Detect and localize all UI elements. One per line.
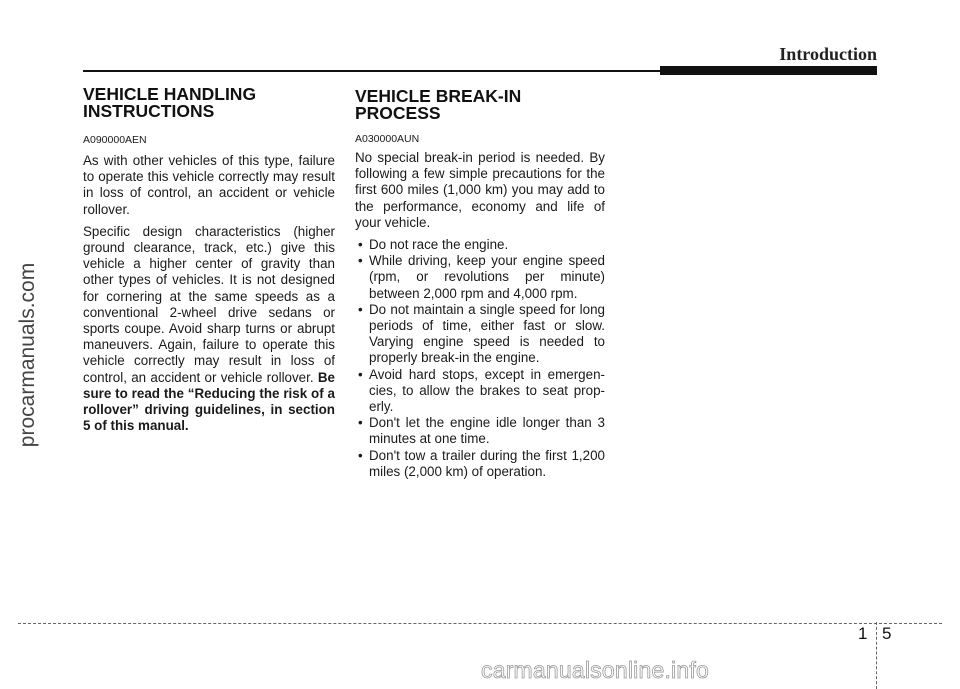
chapter-number: 1: [858, 624, 868, 643]
bottom-watermark: carmanualsonline.info: [481, 657, 709, 683]
vehicle-handling-heading: [83, 86, 335, 120]
section-title: Introduction: [779, 44, 877, 64]
vehicle-handling-heading-line2: INSTRUCTIONS: [83, 101, 215, 121]
side-watermark: [4, 215, 44, 495]
vehicle-handling-heading-line1: VEHICLE HANDLING: [83, 84, 257, 104]
vehicle-handling-paragraph-2: [83, 224, 335, 435]
vehicle-handling-paragraph-2-text: Specific design characteristics (higher ground clearance, track, etc.) give this vehicle a higher center of gravity than other types of vehicles. It is not designed for cornering at the same speeds as a conventional 2-wheel drive sedans or sports coupe. Avoid sharp turns or abrupt maneuvers. Again, failure to operate this vehicle correctly may result in loss of control, an accident or vehicle rollover.: [83, 223, 335, 385]
header-bar: [660, 66, 877, 75]
list-item: • Do not maintain a single speed for long periods of time, either fast or slow. Varying engine speed is needed to properly break-in the engine.: [358, 301, 605, 366]
page-number-separator: [876, 622, 878, 689]
page-number: 5: [882, 624, 892, 643]
break-in-heading: VEHICLE BREAK-IN PROCESS: [355, 86, 522, 123]
list-item: • Avoid hard stops, except in emergen-cies, to allow the brakes to seat prop-erly.: [358, 366, 605, 415]
break-in-intro: No special break-in period is needed. By following a few simple precautions for the first 600 miles (1,000 km) you may add to the performance, economy and life of your vehicle.: [355, 150, 605, 230]
side-watermark-text: procarmanuals.com: [16, 262, 39, 448]
break-in-list: [355, 237, 605, 480]
list-item: • Don't let the engine idle longer than 3 minutes at one time.: [358, 415, 605, 447]
header-rule: [83, 70, 660, 72]
list-item: • Do not race the engine.: [358, 237, 509, 253]
list-item: • While driving, keep your engine speed (rpm, or revolutions per minute) between 2,000 rpm and 4,000 rpm.: [358, 253, 605, 301]
list-item: • Don't tow a trailer during the first 1,200 miles (2,000 km) of operation.: [358, 447, 605, 479]
vehicle-handling-paragraph-1: As with other vehicles of this type, failure to operate this vehicle correctly may result in loss of control, an accident or vehicle rollover.: [83, 153, 335, 217]
vehicle-handling-code: A090000AEN: [83, 134, 147, 146]
rollover-guideline-note: Be sure to read the “Reducing the risk of a rollover” driving guidelines, in section 5 of this manual.: [83, 369, 335, 434]
break-in-section: [355, 86, 605, 480]
vehicle-handling-section: [83, 86, 335, 440]
break-in-code: A030000AUN: [355, 133, 420, 145]
footer-rule: [18, 623, 942, 624]
